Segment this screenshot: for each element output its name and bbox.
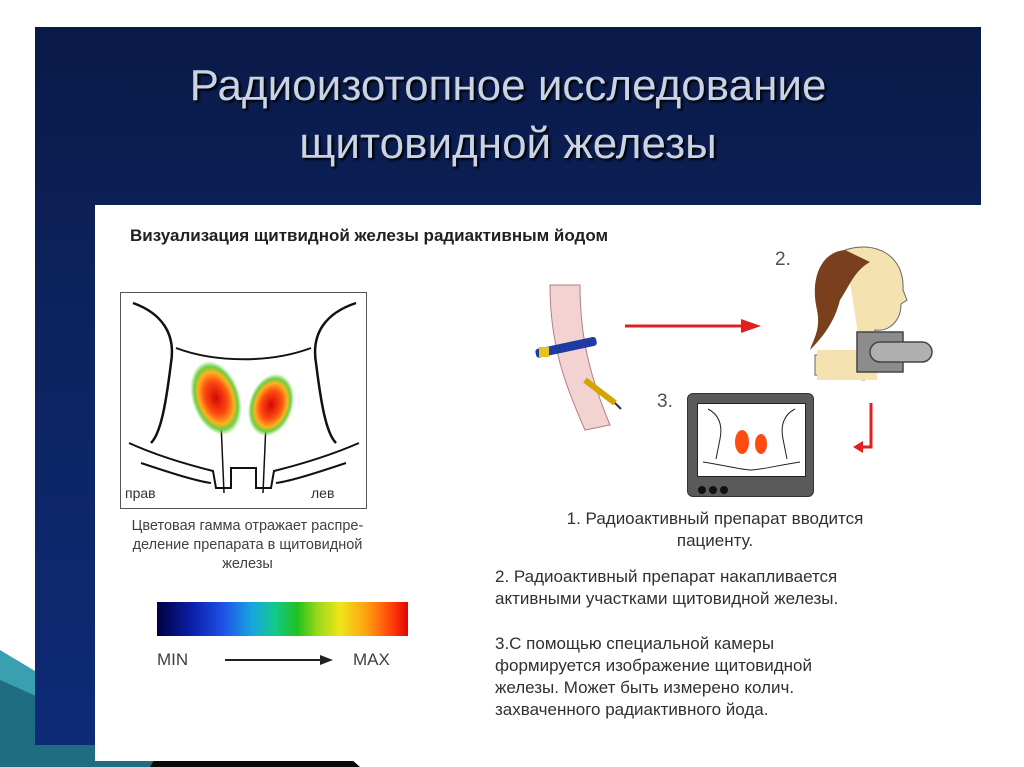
caption-line: железы [222,556,273,572]
step-line: 3.С помощью специальной камеры [495,634,775,653]
patient-camera-drawing [795,240,935,380]
content-panel [95,205,981,761]
step-line: захваченного радиактивного йода. [495,700,769,719]
monitor-button-icon [698,486,706,494]
caption-line: деление препарата в щитовидной [132,537,363,553]
step-1-text [495,508,935,552]
scale-min-label: MIN [157,650,189,669]
injection-arm-drawing [535,285,635,435]
scan-label-right: прав [125,485,156,501]
step-line: пациенту. [676,531,754,550]
panel-subtitle: Визуализация щитвидной железы радиактивным йодом [130,226,609,245]
step-line: 2. Радиоактивный препарат накапливается [495,567,838,586]
color-scale-bar [157,602,408,636]
slide [35,27,981,745]
monitor-drawing [687,393,814,497]
monitor-button-icon [709,486,717,494]
step-2-text [495,566,955,610]
monitor-button-icon [720,486,728,494]
step-3-text [495,633,955,721]
monitor-screen [697,403,806,477]
step-number-2: 2. [775,249,791,270]
caption-line: Цветовая гамма отражает распре- [131,518,364,534]
scan-label-left: лев [311,485,335,501]
thyroid-scan [120,292,367,509]
title-line-2: щитовидной железы [299,119,717,168]
scale-max-label: MAX [353,650,390,669]
step-line: 1. Радиоактивный препарат вводится [566,509,864,528]
arrow-down-red [853,403,883,473]
arrow-right-red [625,316,765,336]
scan-caption [125,517,370,574]
monitor-buttons [698,481,728,499]
monitor-scan-image [698,404,805,476]
step-line: формируется изображение щитовидной [495,656,812,675]
step-line: железы. Может быть измерено колич. [495,678,795,697]
neck-outline-drawing [121,293,366,508]
scale-arrow [225,653,335,667]
title-line-1: Радиоизотопное исследование [189,61,827,110]
step-line: активными участками щитовидной железы. [495,589,839,608]
step-number-3: 3. [657,391,673,412]
slide-title [35,57,981,173]
